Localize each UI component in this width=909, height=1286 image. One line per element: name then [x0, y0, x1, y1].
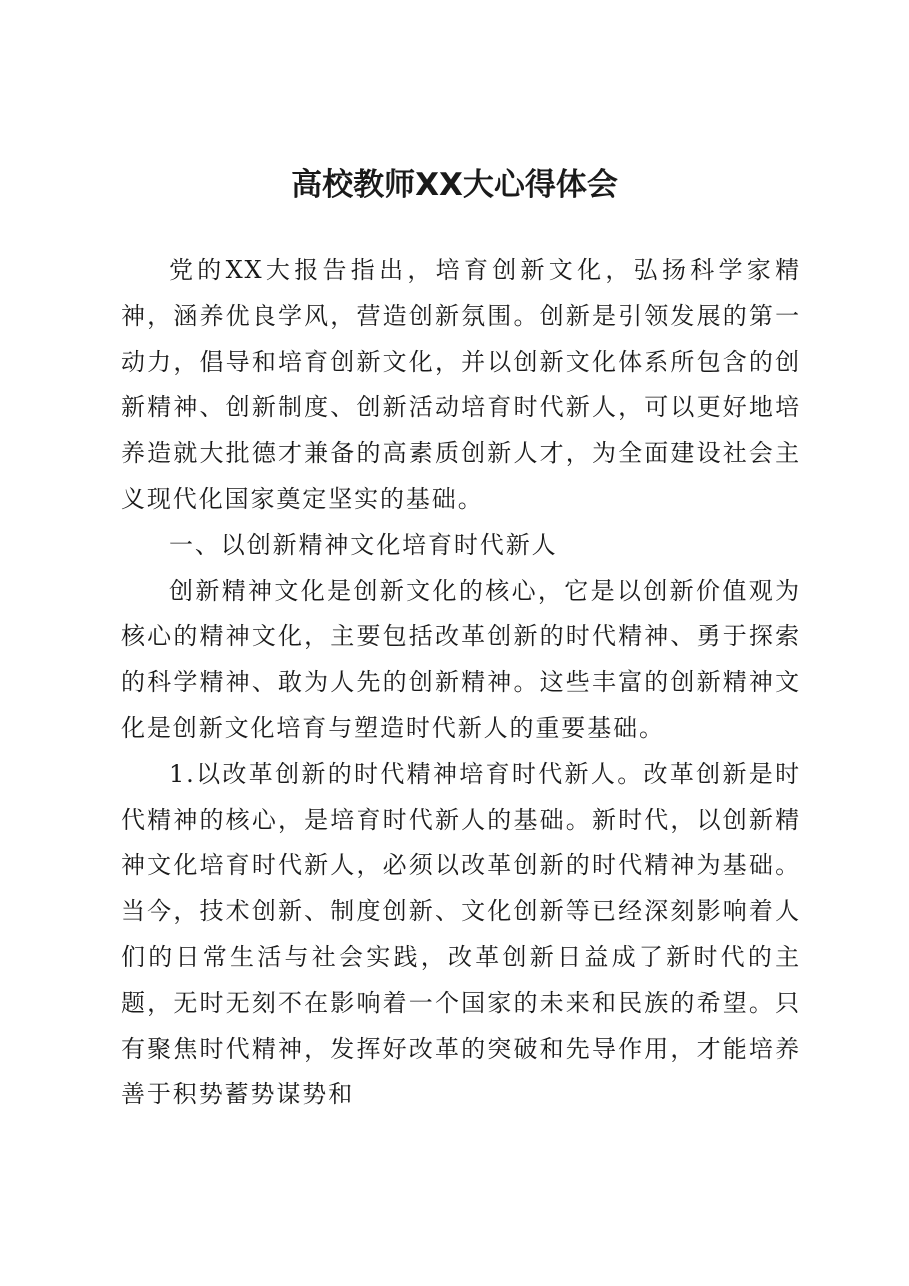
document-title: 高校教师XX大心得体会: [291, 167, 618, 203]
paragraph-section-1: 创新精神文化是创新文化的核心，它是以创新价值观为核心的精神文化，主要包括改革创新的时代精神、勇于探索的科学精神、敢为人先的创新精神。这些丰富的创新精神文化是创新文化培育与塑造时代新人的重要基础。: [121, 576, 801, 742]
document-body: [121, 248, 801, 1118]
section-heading-1: 一、以创新精神文化培育时代新人: [169, 530, 558, 559]
paragraph-item-1: 1.以改革创新的时代精神培育时代新人。改革创新是时代精神的核心，是培育时代新人的基础。新时代，以创新精神文化培育时代新人，必须以改革创新的时代精神为基础。当今，技术创新、制度创新、文化创新等已经深刻影响着人们的日常生活与社会实践，改革创新日益成了新时代的主题，无时无刻不在影响着一个国家的未来和民族的希望。只有聚焦时代精神，发挥好改革的突破和先导作用，才能培养善于积势蓄势谋势和: [121, 759, 801, 1109]
paragraph-intro: 党的XX大报告指出，培育创新文化，弘扬科学家精神，涵养优良学风，营造创新氛围。创新是引领发展的第一动力，倡导和培育创新文化，并以创新文化体系所包含的创新精神、创新制度、创新活动培育时代新人，可以更好地培养造就大批德才兼备的高素质创新人才，为全面建设社会主义现代化国家奠定坚实的基础。: [121, 256, 801, 513]
